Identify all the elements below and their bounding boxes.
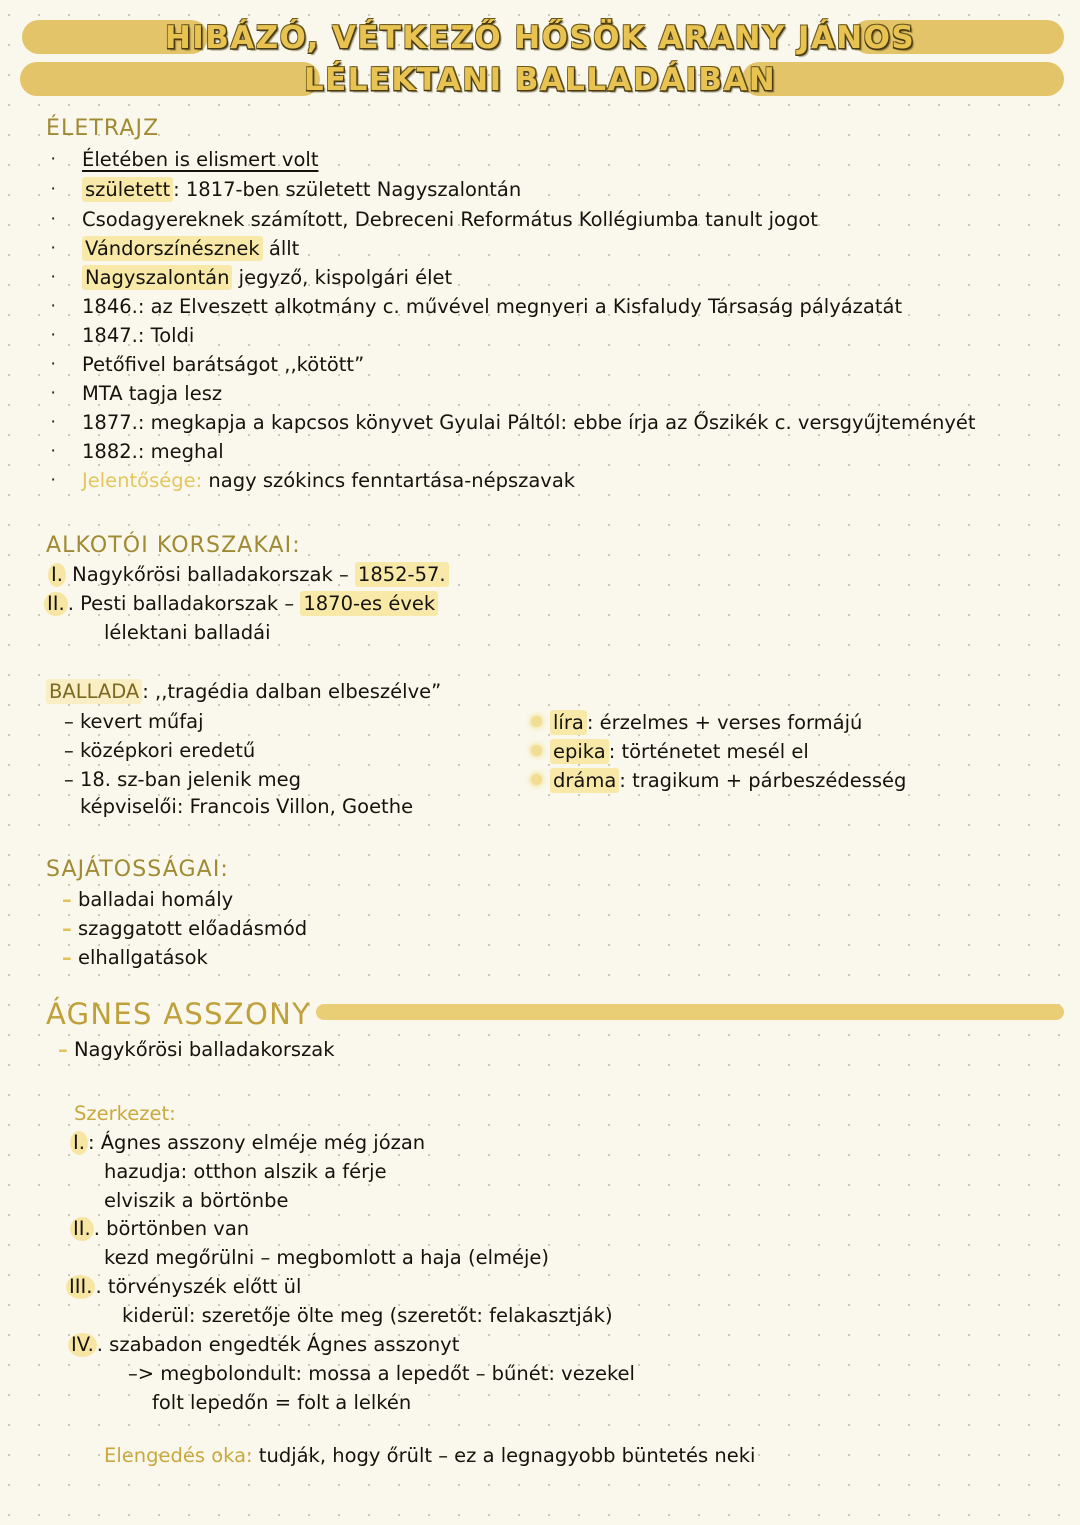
genre-item-1: [550, 740, 809, 764]
bullet-dot: ·: [50, 411, 57, 432]
features-item-2-text: elhallgatások: [77, 946, 208, 969]
genre-item-2-key: dráma: [550, 768, 619, 793]
genre-item-1-key: epika: [550, 739, 609, 764]
ballada-trait-2: – 18. sz-ban jelenik meg: [64, 768, 301, 791]
biography-item-11-label: Jelentősége:: [82, 469, 203, 492]
period-numeral-1: I.: [48, 563, 66, 587]
agnes-part-1-line-0: kezd megőrülni – megbomlott a haja (elméje): [104, 1246, 549, 1269]
agnes-numeral-1: I.: [70, 1131, 88, 1155]
biography-heading: ÉLETRAJZ: [46, 116, 160, 141]
dash-marker: –: [62, 917, 72, 940]
biography-item-3-rest: állt: [262, 237, 300, 260]
agnes-part-3-head: . szabadon engedték Ágnes asszonyt: [96, 1333, 460, 1356]
page-title-line-2: LÉLEKTANI BALLADÁIBAN: [303, 62, 777, 98]
agnes-release-row: [104, 1444, 755, 1468]
features-item-2: [62, 946, 208, 970]
ballada-definition: : ,,tragédia dalban elbeszélve”: [142, 680, 442, 703]
period-item-1: [44, 592, 438, 616]
biography-item-4: [82, 266, 452, 290]
genre-item-0-rest: : érzelmes + verses formájú: [586, 711, 863, 734]
agnes-subtitle: Nagykőrösi balladakorszak: [73, 1038, 335, 1061]
biography-item-4-rest: jegyző, kispolgári élet: [232, 266, 453, 289]
agnes-part-3-line-0: –> megbolondult: mossa a lepedőt – bűnét: vezekel: [128, 1362, 635, 1385]
agnes-part-0-line-0: hazudja: otthon alszik a férje: [104, 1160, 387, 1183]
period-item-0-years: 1852-57.: [355, 562, 449, 587]
biography-item-3-highlight: Vándorszínésznek: [82, 236, 263, 261]
dash-marker: –: [62, 946, 72, 969]
genre-item-0: [550, 711, 862, 735]
agnes-release-label: Elengedés oka:: [104, 1444, 253, 1467]
features-item-1-text: szaggatott előadásmód: [77, 917, 308, 940]
biography-item-8: MTA tagja lesz: [82, 382, 223, 405]
bullet-dot: ·: [50, 324, 57, 345]
biography-item-11: [82, 469, 575, 493]
page-title-block: [0, 0, 1080, 104]
agnes-part-3-line-1: folt lepedőn = folt a lelkén: [152, 1391, 412, 1414]
agnes-structure-label: Szerkezet:: [74, 1102, 176, 1125]
biography-item-9: 1877.: megkapja a kapcsos könyvet Gyulai Páltól: ebbe írja az Őszikék c. versgyűjteményét: [82, 411, 976, 434]
period-item-0-text: Nagykőrösi balladakorszak –: [65, 563, 355, 586]
biography-item-6: 1847.: Toldi: [82, 324, 195, 347]
biography-item-4-highlight: Nagyszalontán: [82, 265, 232, 290]
agnes-part-1-head: . börtönben van: [93, 1217, 250, 1240]
agnes-section-title: ÁGNES ASSZONY: [46, 997, 312, 1031]
biography-item-3: [82, 237, 299, 261]
ballada-representatives: képviselői: Francois Villon, Goethe: [80, 795, 414, 818]
bullet-dot: ·: [50, 469, 57, 490]
biography-item-1: [82, 178, 521, 202]
bullet-dot: ·: [50, 353, 57, 374]
biography-item-1-highlight: született: [82, 177, 173, 202]
biography-item-5: 1846.: az Elveszett alkotmány c. művével megnyeri a Kisfaludy Társaság pályázatát: [82, 295, 903, 318]
dash-marker: –: [62, 888, 72, 911]
genre-item-2: [550, 769, 906, 793]
biography-item-10: 1882.: meghal: [82, 440, 224, 463]
features-item-1: [62, 917, 307, 941]
ballada-trait-0: – kevert műfaj: [64, 710, 204, 733]
period-item-0: [48, 563, 449, 587]
agnes-part-0: [70, 1131, 425, 1155]
period-item-1-years: 1870-es évek: [300, 591, 438, 616]
bullet-dot: ·: [50, 208, 57, 229]
agnes-part-3: [68, 1333, 459, 1357]
agnes-numeral-3: III.: [66, 1275, 95, 1299]
features-item-0-text: balladai homály: [77, 888, 234, 911]
agnes-title-decor-bar: [316, 1004, 1064, 1020]
ballada-trait-1: – középkori eredetű: [64, 739, 256, 762]
bullet-dot: ·: [50, 440, 57, 461]
agnes-numeral-2: II.: [70, 1217, 94, 1241]
bullet-dot: ·: [50, 295, 57, 316]
bullet-dot: ·: [50, 148, 57, 169]
features-item-0: [62, 888, 233, 912]
agnes-part-1: [70, 1217, 249, 1241]
genre-item-2-rest: : tragikum + párbeszédesség: [619, 769, 907, 792]
page-title-line-1: HIBÁZÓ, VÉTKEZŐ HŐSÖK ARANY JÁNOS: [164, 20, 916, 56]
period-item-1-text: . Pesti balladakorszak –: [67, 592, 301, 615]
dash-marker: –: [58, 1038, 68, 1061]
biography-item-7: Petőfivel barátságot ,,kötött”: [82, 353, 365, 376]
bullet-dot: ·: [50, 237, 57, 258]
agnes-part-0-head: : Ágnes asszony elméje még józan: [87, 1131, 426, 1154]
periods-sub: lélektani balladái: [104, 621, 271, 644]
biography-item-0: Életében is elismert volt: [82, 148, 319, 171]
agnes-numeral-4: IV.: [68, 1333, 97, 1357]
period-numeral-2: II.: [44, 592, 68, 616]
agnes-part-2-head: . törvényszék előtt ül: [95, 1275, 302, 1298]
genre-bullet-icon: [531, 745, 542, 756]
ballada-definition-row: [46, 680, 441, 704]
biography-item-11-rest: nagy szókincs fenntartása-népszavak: [202, 469, 576, 492]
agnes-part-0-line-1: elviszik a börtönbe: [104, 1189, 289, 1212]
genre-bullet-icon: [531, 774, 542, 785]
bullet-dot: ·: [50, 382, 57, 403]
bullet-dot: ·: [50, 266, 57, 287]
genre-item-0-key: líra: [550, 710, 587, 735]
biography-item-2: Csodagyereknek számított, Debreceni Református Kollégiumba tanult jogot: [82, 208, 818, 231]
periods-heading: ALKOTÓI KORSZAKAI:: [46, 533, 301, 558]
agnes-part-2: [66, 1275, 301, 1299]
bullet-dot: ·: [50, 178, 57, 199]
genre-item-1-rest: : történetet mesél el: [608, 740, 809, 763]
features-heading: SAJÁTOSSÁGAI:: [46, 857, 229, 882]
biography-item-1-rest: : 1817-ben született Nagyszalontán: [173, 178, 522, 201]
genre-bullet-icon: [531, 716, 542, 727]
agnes-release-text: tudják, hogy őrült – ez a legnagyobb büntetés neki: [252, 1444, 756, 1467]
agnes-part-2-line-0: kiderül: szeretője ölte meg (szeretőt: felakasztják): [122, 1304, 613, 1327]
ballada-label: BALLADA: [46, 679, 142, 704]
agnes-subtitle-row: [58, 1038, 335, 1062]
